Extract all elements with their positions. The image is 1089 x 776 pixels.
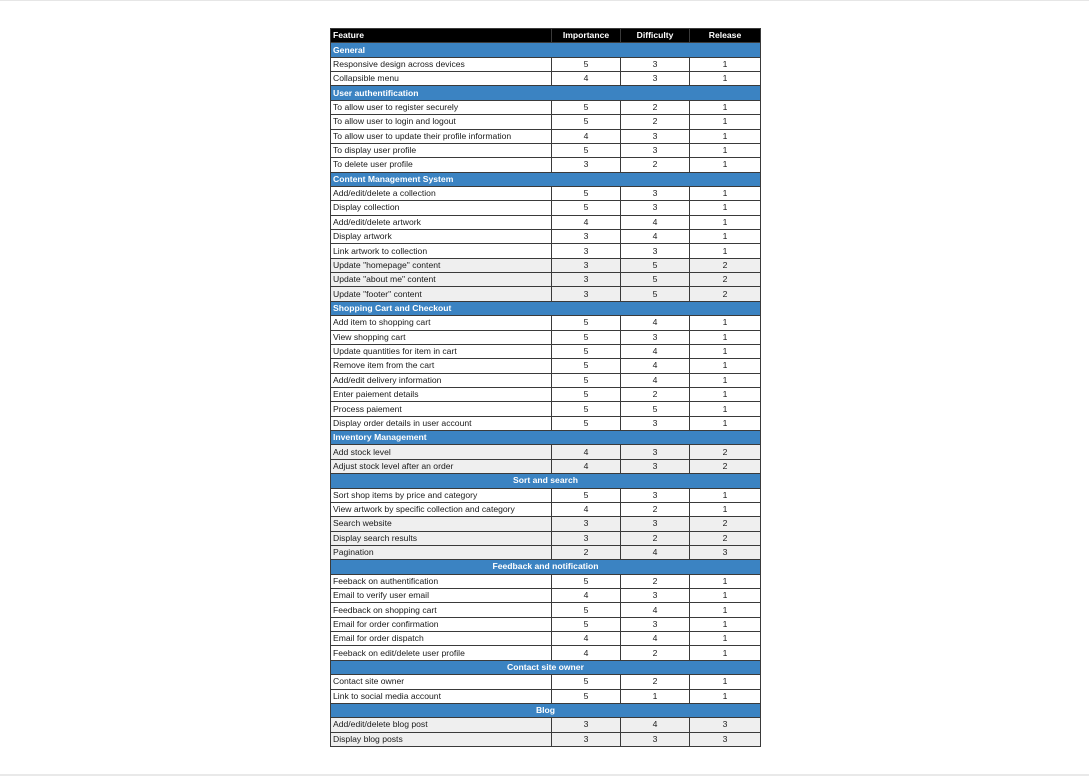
- feature-cell: Feedback on shopping cart: [331, 603, 552, 617]
- feature-cell: Collapsible menu: [331, 72, 552, 86]
- release-cell: 1: [690, 143, 761, 157]
- importance-cell: 5: [552, 344, 621, 358]
- release-cell: 1: [690, 402, 761, 416]
- importance-cell: 4: [552, 445, 621, 459]
- release-cell: 1: [690, 689, 761, 703]
- difficulty-cell: 4: [621, 545, 690, 559]
- header-difficulty: Difficulty: [621, 29, 690, 43]
- category-title: Sort and search: [331, 474, 761, 488]
- table-row: [331, 646, 761, 660]
- importance-cell: 3: [552, 287, 621, 301]
- table-row: [331, 316, 761, 330]
- category-title: Shopping Cart and Checkout: [331, 301, 761, 315]
- table-row: [331, 230, 761, 244]
- table-row: [331, 545, 761, 559]
- difficulty-cell: 4: [621, 718, 690, 732]
- release-cell: 1: [690, 675, 761, 689]
- difficulty-cell: 3: [621, 617, 690, 631]
- table-row: [331, 244, 761, 258]
- importance-cell: 5: [552, 115, 621, 129]
- table-row: [331, 273, 761, 287]
- release-cell: 1: [690, 589, 761, 603]
- release-cell: 1: [690, 100, 761, 114]
- feature-cell: Link artwork to collection: [331, 244, 552, 258]
- table-row: [331, 732, 761, 746]
- difficulty-cell: 3: [621, 129, 690, 143]
- importance-cell: 5: [552, 100, 621, 114]
- importance-cell: 5: [552, 574, 621, 588]
- release-cell: 2: [690, 531, 761, 545]
- release-cell: 1: [690, 617, 761, 631]
- category-row: [331, 660, 761, 674]
- release-cell: 1: [690, 201, 761, 215]
- release-cell: 1: [690, 344, 761, 358]
- importance-cell: 3: [552, 158, 621, 172]
- importance-cell: 2: [552, 545, 621, 559]
- feature-cell: To allow user to login and logout: [331, 115, 552, 129]
- category-row: [331, 431, 761, 445]
- feature-cell: To delete user profile: [331, 158, 552, 172]
- release-cell: 1: [690, 502, 761, 516]
- importance-cell: 3: [552, 273, 621, 287]
- importance-cell: 3: [552, 244, 621, 258]
- release-cell: 1: [690, 115, 761, 129]
- release-cell: 2: [690, 287, 761, 301]
- table-row: [331, 689, 761, 703]
- difficulty-cell: 4: [621, 316, 690, 330]
- category-row: [331, 703, 761, 717]
- feature-cell: Feeback on authentification: [331, 574, 552, 588]
- table-body: [331, 43, 761, 747]
- difficulty-cell: 3: [621, 445, 690, 459]
- release-cell: 1: [690, 186, 761, 200]
- table-row: [331, 502, 761, 516]
- difficulty-cell: 2: [621, 502, 690, 516]
- importance-cell: 5: [552, 373, 621, 387]
- table-row: [331, 72, 761, 86]
- difficulty-cell: 3: [621, 244, 690, 258]
- feature-cell: Enter paiement details: [331, 387, 552, 401]
- release-cell: 1: [690, 373, 761, 387]
- difficulty-cell: 5: [621, 287, 690, 301]
- release-cell: 2: [690, 273, 761, 287]
- importance-cell: 5: [552, 387, 621, 401]
- release-cell: 1: [690, 158, 761, 172]
- feature-cell: Responsive design across devices: [331, 57, 552, 71]
- table-row: [331, 287, 761, 301]
- table-row: [331, 215, 761, 229]
- release-cell: 1: [690, 129, 761, 143]
- feature-cell: Email for order confirmation: [331, 617, 552, 631]
- difficulty-cell: 3: [621, 416, 690, 430]
- table-row: [331, 387, 761, 401]
- difficulty-cell: 2: [621, 100, 690, 114]
- table-row: [331, 517, 761, 531]
- table-header: [331, 29, 761, 43]
- feature-cell: Display artwork: [331, 230, 552, 244]
- difficulty-cell: 4: [621, 632, 690, 646]
- feature-cell: To allow user to register securely: [331, 100, 552, 114]
- importance-cell: 3: [552, 230, 621, 244]
- feature-cell: Add/edit delivery information: [331, 373, 552, 387]
- feature-cell: Contact site owner: [331, 675, 552, 689]
- importance-cell: 5: [552, 603, 621, 617]
- feature-cell: Remove item from the cart: [331, 359, 552, 373]
- release-cell: 2: [690, 517, 761, 531]
- feature-cell: Update "homepage" content: [331, 258, 552, 272]
- importance-cell: 4: [552, 215, 621, 229]
- importance-cell: 5: [552, 359, 621, 373]
- importance-cell: 3: [552, 258, 621, 272]
- importance-cell: 5: [552, 488, 621, 502]
- release-cell: 2: [690, 445, 761, 459]
- difficulty-cell: 3: [621, 517, 690, 531]
- table-row: [331, 675, 761, 689]
- feature-cell: Add/edit/delete blog post: [331, 718, 552, 732]
- category-row: [331, 86, 761, 100]
- importance-cell: 4: [552, 72, 621, 86]
- release-cell: 1: [690, 215, 761, 229]
- release-cell: 1: [690, 359, 761, 373]
- difficulty-cell: 2: [621, 646, 690, 660]
- release-cell: 1: [690, 316, 761, 330]
- table-row: [331, 344, 761, 358]
- feature-cell: Update quantities for item in cart: [331, 344, 552, 358]
- difficulty-cell: 4: [621, 603, 690, 617]
- importance-cell: 5: [552, 330, 621, 344]
- category-row: [331, 172, 761, 186]
- category-title: Content Management System: [331, 172, 761, 186]
- importance-cell: 5: [552, 416, 621, 430]
- feature-cell: Add item to shopping cart: [331, 316, 552, 330]
- header-importance: Importance: [552, 29, 621, 43]
- difficulty-cell: 5: [621, 273, 690, 287]
- table-row: [331, 158, 761, 172]
- table-row: [331, 531, 761, 545]
- difficulty-cell: 2: [621, 574, 690, 588]
- table-row: [331, 459, 761, 473]
- feature-cell: View artwork by specific collection and category: [331, 502, 552, 516]
- release-cell: 1: [690, 244, 761, 258]
- importance-cell: 3: [552, 531, 621, 545]
- difficulty-cell: 2: [621, 675, 690, 689]
- importance-cell: 5: [552, 186, 621, 200]
- category-title: User authentification: [331, 86, 761, 100]
- table-row: [331, 359, 761, 373]
- difficulty-cell: 3: [621, 201, 690, 215]
- importance-cell: 3: [552, 732, 621, 746]
- feature-cell: Link to social media account: [331, 689, 552, 703]
- difficulty-cell: 4: [621, 359, 690, 373]
- importance-cell: 5: [552, 57, 621, 71]
- feature-cell: Pagination: [331, 545, 552, 559]
- table-row: [331, 115, 761, 129]
- category-row: [331, 301, 761, 315]
- difficulty-cell: 3: [621, 732, 690, 746]
- feature-cell: Add/edit/delete artwork: [331, 215, 552, 229]
- importance-cell: 5: [552, 402, 621, 416]
- difficulty-cell: 4: [621, 373, 690, 387]
- feature-cell: Add stock level: [331, 445, 552, 459]
- difficulty-cell: 4: [621, 230, 690, 244]
- feature-cell: Add/edit/delete a collection: [331, 186, 552, 200]
- release-cell: 1: [690, 387, 761, 401]
- feature-cell: Process paiement: [331, 402, 552, 416]
- table-row: [331, 373, 761, 387]
- importance-cell: 5: [552, 201, 621, 215]
- table-row: [331, 574, 761, 588]
- category-title: Feedback and notification: [331, 560, 761, 574]
- release-cell: 3: [690, 545, 761, 559]
- feature-cell: Sort shop items by price and category: [331, 488, 552, 502]
- category-row: [331, 474, 761, 488]
- table-row: [331, 57, 761, 71]
- difficulty-cell: 3: [621, 57, 690, 71]
- table-row: [331, 445, 761, 459]
- feature-cell: Feeback on edit/delete user profile: [331, 646, 552, 660]
- release-cell: 2: [690, 459, 761, 473]
- category-row: [331, 560, 761, 574]
- difficulty-cell: 5: [621, 258, 690, 272]
- feature-cell: To allow user to update their profile information: [331, 129, 552, 143]
- release-cell: 1: [690, 603, 761, 617]
- importance-cell: 5: [552, 617, 621, 631]
- importance-cell: 3: [552, 718, 621, 732]
- difficulty-cell: 3: [621, 488, 690, 502]
- difficulty-cell: 4: [621, 344, 690, 358]
- difficulty-cell: 3: [621, 143, 690, 157]
- difficulty-cell: 2: [621, 387, 690, 401]
- table-row: [331, 402, 761, 416]
- feature-cell: To display user profile: [331, 143, 552, 157]
- feature-priority-table: [330, 28, 761, 747]
- difficulty-cell: 2: [621, 531, 690, 545]
- table-row: [331, 632, 761, 646]
- category-title: Contact site owner: [331, 660, 761, 674]
- release-cell: 1: [690, 230, 761, 244]
- difficulty-cell: 5: [621, 402, 690, 416]
- release-cell: 1: [690, 646, 761, 660]
- feature-cell: Display collection: [331, 201, 552, 215]
- feature-cell: Display blog posts: [331, 732, 552, 746]
- difficulty-cell: 2: [621, 158, 690, 172]
- release-cell: 1: [690, 416, 761, 430]
- table-row: [331, 488, 761, 502]
- release-cell: 2: [690, 258, 761, 272]
- difficulty-cell: 3: [621, 589, 690, 603]
- category-row: [331, 43, 761, 57]
- release-cell: 1: [690, 330, 761, 344]
- feature-cell: Email to verify user email: [331, 589, 552, 603]
- importance-cell: 5: [552, 316, 621, 330]
- release-cell: 1: [690, 57, 761, 71]
- table-row: [331, 603, 761, 617]
- table-row: [331, 258, 761, 272]
- table-row: [331, 330, 761, 344]
- feature-cell: Search website: [331, 517, 552, 531]
- category-title: Blog: [331, 703, 761, 717]
- release-cell: 1: [690, 72, 761, 86]
- release-cell: 1: [690, 632, 761, 646]
- category-title: General: [331, 43, 761, 57]
- release-cell: 3: [690, 718, 761, 732]
- table-row: [331, 129, 761, 143]
- feature-cell: Display order details in user account: [331, 416, 552, 430]
- importance-cell: 5: [552, 143, 621, 157]
- table-row: [331, 617, 761, 631]
- importance-cell: 4: [552, 589, 621, 603]
- table-row: [331, 186, 761, 200]
- table-row: [331, 201, 761, 215]
- importance-cell: 4: [552, 129, 621, 143]
- feature-cell: Update "footer" content: [331, 287, 552, 301]
- release-cell: 1: [690, 488, 761, 502]
- difficulty-cell: 1: [621, 689, 690, 703]
- table-row: [331, 416, 761, 430]
- difficulty-cell: 3: [621, 72, 690, 86]
- importance-cell: 5: [552, 689, 621, 703]
- header-feature: Feature: [331, 29, 552, 43]
- table-row: [331, 100, 761, 114]
- top-divider: [0, 0, 1089, 1]
- feature-cell: Adjust stock level after an order: [331, 459, 552, 473]
- difficulty-cell: 4: [621, 215, 690, 229]
- header-release: Release: [690, 29, 761, 43]
- importance-cell: 4: [552, 459, 621, 473]
- table-row: [331, 589, 761, 603]
- feature-cell: View shopping cart: [331, 330, 552, 344]
- category-title: Inventory Management: [331, 431, 761, 445]
- importance-cell: 4: [552, 502, 621, 516]
- release-cell: 3: [690, 732, 761, 746]
- difficulty-cell: 3: [621, 330, 690, 344]
- table-row: [331, 143, 761, 157]
- table-row: [331, 718, 761, 732]
- header-row: [331, 29, 761, 43]
- difficulty-cell: 3: [621, 459, 690, 473]
- feature-cell: Display search results: [331, 531, 552, 545]
- difficulty-cell: 3: [621, 186, 690, 200]
- release-cell: 1: [690, 574, 761, 588]
- feature-cell: Email for order dispatch: [331, 632, 552, 646]
- importance-cell: 5: [552, 675, 621, 689]
- importance-cell: 4: [552, 646, 621, 660]
- importance-cell: 4: [552, 632, 621, 646]
- difficulty-cell: 2: [621, 115, 690, 129]
- importance-cell: 3: [552, 517, 621, 531]
- feature-cell: Update "about me" content: [331, 273, 552, 287]
